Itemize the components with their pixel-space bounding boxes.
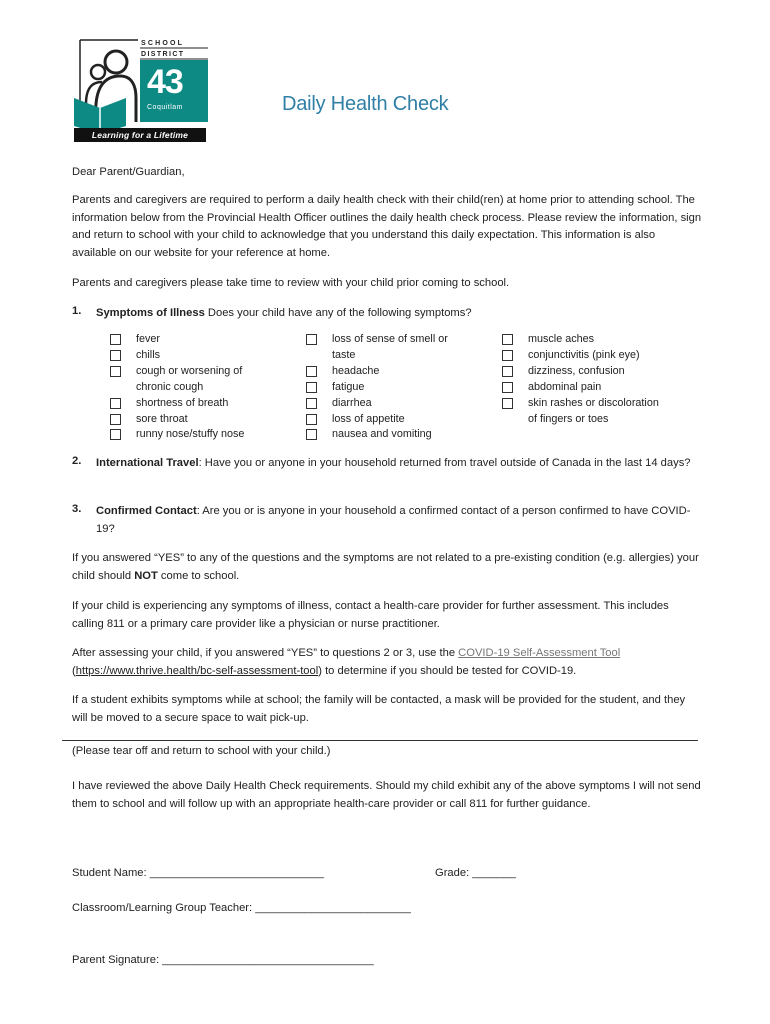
parent-signature-field[interactable]: Parent Signature: __________________________________ [72, 954, 374, 966]
assessment-paragraph: After assessing your child, if you answered “YES” to questions 2 or 3, use the COVID-19 Self-Assessment Tool (https://www.thrive.health/bc-self-assessment-tool) to determine if you should be tested for COVID-19. [72, 647, 621, 677]
question-3-number: 3. [72, 503, 82, 515]
symptom-item: muscle aches [500, 332, 700, 348]
symptom-item: skin rashes or discoloration [500, 396, 700, 412]
symptom-item: nausea and vomiting [304, 427, 494, 443]
symptom-checkbox[interactable] [502, 350, 513, 361]
logo-district-text: DISTRICT [141, 51, 185, 58]
symptom-item-continued: of fingers or toes [528, 412, 609, 425]
question-2-text: : Have you or anyone in your household returned from travel outside of Canada in the last 14 days? [198, 457, 691, 469]
symptom-item: loss of appetite [304, 412, 494, 428]
symptom-checkbox[interactable] [502, 366, 513, 377]
teacher-field[interactable]: Classroom/Learning Group Teacher: _________________________ [72, 902, 411, 914]
symptom-checkbox[interactable] [110, 366, 121, 377]
symptom-checkbox[interactable] [110, 429, 121, 440]
symptom-item: diarrhea [304, 396, 494, 412]
logo-district-number: 43 [147, 63, 183, 101]
student-symptoms-paragraph: If a student exhibits symptoms while at school; the family will be contacted, a mask will be provided for the student, and they will be moved to a secure space to wait pick-up. [72, 694, 686, 724]
grade-field[interactable]: Grade: _______ [435, 867, 516, 879]
symptom-item-continued: taste [332, 348, 356, 361]
symptoms-column-2 [304, 332, 494, 443]
symptom-item: shortness of breath [108, 396, 298, 412]
not-emphasis: NOT [134, 569, 158, 582]
symptom-item: headache [304, 364, 494, 380]
symptom-checkbox[interactable] [306, 334, 317, 345]
question-2-number: 2. [72, 455, 82, 467]
symptom-checkbox[interactable] [306, 398, 317, 409]
question-2 [96, 455, 702, 473]
tear-off-divider [62, 740, 698, 741]
tear-off-note: (Please tear off and return to school with your child.) [72, 745, 331, 757]
question-1-heading: Symptoms of Illness [96, 307, 205, 319]
question-3-heading: Confirmed Contact [96, 505, 197, 517]
symptom-checkbox[interactable] [110, 398, 121, 409]
self-assessment-url-link[interactable]: https://www.thrive.health/bc-self-assessment-tool [75, 664, 319, 677]
symptoms-column-3 [500, 332, 700, 427]
question-3-text: : Are you or is anyone in your household a confirmed contact of a person confirmed to have COVID-19? [96, 505, 691, 535]
acknowledgement-paragraph: I have reviewed the above Daily Health Check requirements. Should my child exhibit any of the above symptoms I will not send them to school and will follow up with an appropriate health-care provider or call 811 for further guidance. [72, 780, 701, 810]
greeting: Dear Parent/Guardian, [72, 166, 185, 178]
symptom-checkbox[interactable] [502, 382, 513, 393]
question-1-text: Does your child have any of the following symptoms? [204, 307, 472, 319]
symptom-item: loss of sense of smell or [304, 332, 494, 348]
symptoms-column-1 [108, 332, 298, 443]
self-assessment-tool-link[interactable]: COVID-19 Self-Assessment Tool [458, 647, 621, 659]
symptom-item: abdominal pain [500, 380, 700, 396]
symptom-checkbox[interactable] [306, 414, 317, 425]
symptom-item: chills [108, 348, 298, 364]
intro-paragraph: Parents and caregivers are required to perform a daily health check with their child(ren) at home prior to attending school. The information below from the Provincial Health Officer outlines the daily health check process. Please review the information, sign and return to school with your child to acknowledge that you understand this daily expectation. This information is also available on our website for your reference at home. [72, 194, 702, 259]
symptom-checkbox[interactable] [306, 429, 317, 440]
symptom-checkbox[interactable] [502, 398, 513, 409]
symptom-checkbox[interactable] [110, 350, 121, 361]
symptom-item: runny nose/stuffy nose [108, 427, 298, 443]
symptom-checkbox[interactable] [306, 382, 317, 393]
logo-school-text: SCHOOL [141, 40, 185, 47]
symptom-item-continued: chronic cough [136, 380, 204, 393]
symptom-item: dizziness, confusion [500, 364, 700, 380]
logo-city-text: Coquitlam [147, 104, 184, 111]
symptom-item: sore throat [108, 412, 298, 428]
symptom-item: fever [108, 332, 298, 348]
symptom-item: fatigue [304, 380, 494, 396]
question-3 [96, 503, 702, 538]
symptom-checkbox[interactable] [502, 334, 513, 345]
page-title: Daily Health Check [282, 93, 449, 115]
question-2-heading: International Travel [96, 457, 199, 469]
student-name-field[interactable]: Student Name: ____________________________ [72, 867, 324, 879]
question-1-number: 1. [72, 305, 82, 317]
symptoms-paragraph: If your child is experiencing any symptoms of illness, contact a health-care provider for further assessment. This includes calling 811 or a primary care provider like a physician or nurse practitioner. [72, 600, 669, 630]
question-1 [96, 305, 702, 323]
logo-motto: Learning for a Lifetime [74, 128, 206, 142]
symptom-checkbox[interactable] [110, 334, 121, 345]
yes-answer-paragraph: If you answered “YES” to any of the questions and the symptoms are not related to a pre-existing condition (e.g. allergies) your child should NOT come to school. [72, 552, 699, 582]
symptom-checkbox[interactable] [306, 366, 317, 377]
symptom-item: cough or worsening of [108, 364, 298, 380]
symptom-item: conjunctivitis (pink eye) [500, 348, 700, 364]
review-note: Parents and caregivers please take time to review with your child prior coming to school. [72, 277, 510, 289]
symptom-checkbox[interactable] [110, 414, 121, 425]
